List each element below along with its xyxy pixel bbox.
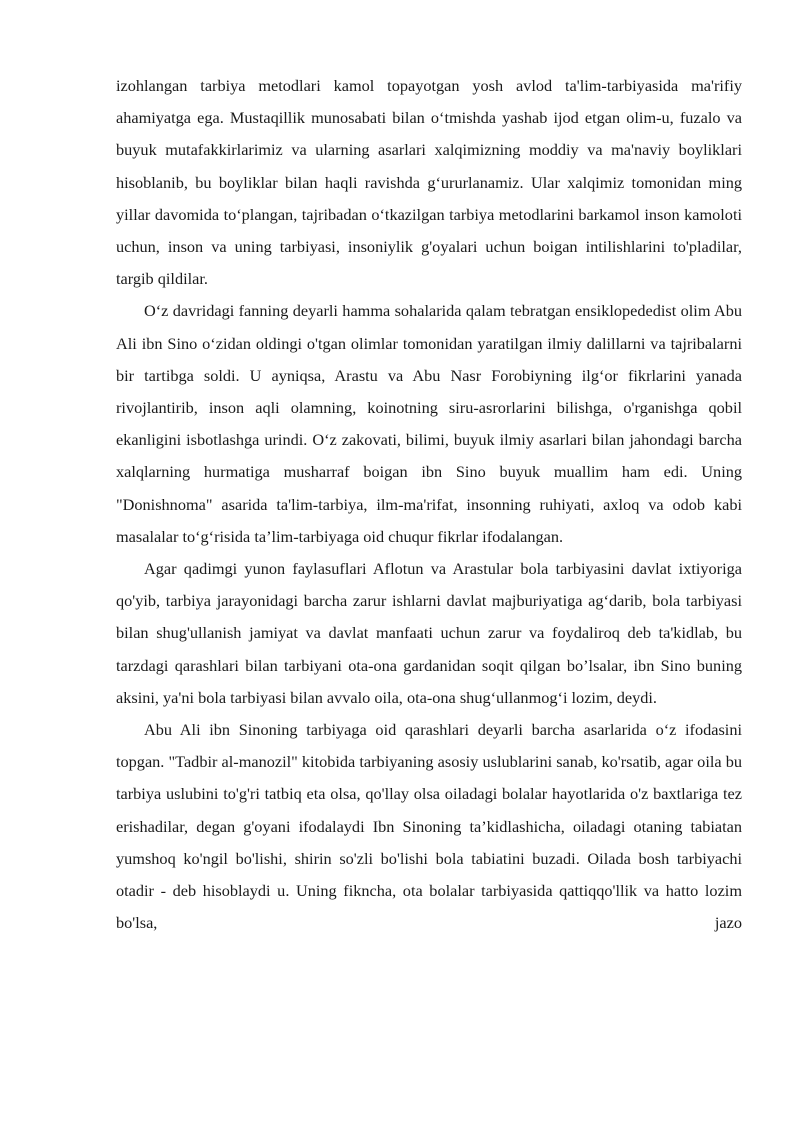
paragraph-1: izohlangan tarbiya metodlari kamol topayotgan yosh avlod ta'lim-tarbiyasida ma'rifiy ahamiyatga ega. Mustaqillik munosabati bilan o‘tmishda yashab ijod etgan olim-u, fuzalo va buyuk mutafakkirlarimiz va ularning asarlari xalqimizning moddiy va ma'naviy boyliklari hisoblanib, bu boyliklar bilan haqli ravishda g‘ururlanamiz. Ular xalqimiz tomonidan ming yillar davomida to‘plangan, tajribadan o‘tkazilgan tarbiya metodlarini barkamol inson kamoloti uchun, inson va uning tarbiyasi, insoniylik g'oyalari uchun boigan intilishlarini to'pladilar, targib qildilar. [116, 76, 742, 289]
paragraph-4: Abu Ali ibn Sinoning tarbiyaga oid qarashlari deyarli barcha asarlarida o‘z ifodasini topgan. "Tadbir al-manozil" kitobida tarbiyaning asosiy uslublarini sanab, ko'rsatib, agar oila bu tarbiya uslubini to'g'ri tatbiq eta olsa, qo'llay olsa oiladagi bolalar hayotlarida o'z baxtlariga tez erishadilar, degan g'oyani ifodalaydi Ibn Sinoning ta’kidlashicha, oiladagi otaning tabiatan yumshoq ko'ngil bo'lishi, shirin so'zli bo'lishi bola tabiatini buzadi. Oilada bosh tarbiyachi otadir - deb hisoblaydi u. Uning fikncha, ota bolalar tarbiyasida qattiqqo'llik va hatto lozim bo'lsa, jazo [116, 720, 742, 933]
document-page [116, 70, 742, 939]
paragraph-2: O‘z davridagi fanning deyarli hamma sohalarida qalam tebratgan ensiklopededist olim Abu Ali ibn Sino o‘zidan oldingi o'tgan olimlar tomonidan yaratilgan ilmiy dalillarni va tajribalarni bir tartibga soldi. U ayniqsa, Arastu va Abu Nasr Forobiyning ilg‘or fikrlarini yanada rivojlantirib, inson aqli olamning, koinotning siru-asrorlarini bilishga, o'rganishga qobil ekanligini isbotlashga urindi. O‘z zakovati, bilimi, buyuk ilmiy asarlari bilan jahondagi barcha xalqlarning hurmatiga musharraf boigan ibn Sino buyuk muallim ham edi. Uning "Donishnoma" asarida ta'lim-tarbiya, ilm-ma'rifat, insonning ruhiyati, axloq va odob kabi masalalar to‘g‘risida ta’lim-tarbiyaga oid chuqur fikrlar ifodalangan. [116, 301, 742, 546]
paragraph-3: Agar qadimgi yunon faylasuflari Aflotun va Arastular bola tarbiyasini davlat ixtiyoriga qo'yib, tarbiya jarayonidagi barcha zarur ishlarni davlat majburiyatiga ag‘darib, bola tarbiyasi bilan shug'ullanish jamiyat va davlat manfaati uchun zarur va foydaliroq deb ta'kidlab, bu tarzdagi qarashlari bilan tarbiyani ota-ona gardanidan soqit qilgan bo’lsalar, ibn Sino buning aksini, ya'ni bola tarbiyasi bilan avvalo oila, ota-ona shug‘ullanmog‘i lozim, deydi. [116, 559, 742, 707]
